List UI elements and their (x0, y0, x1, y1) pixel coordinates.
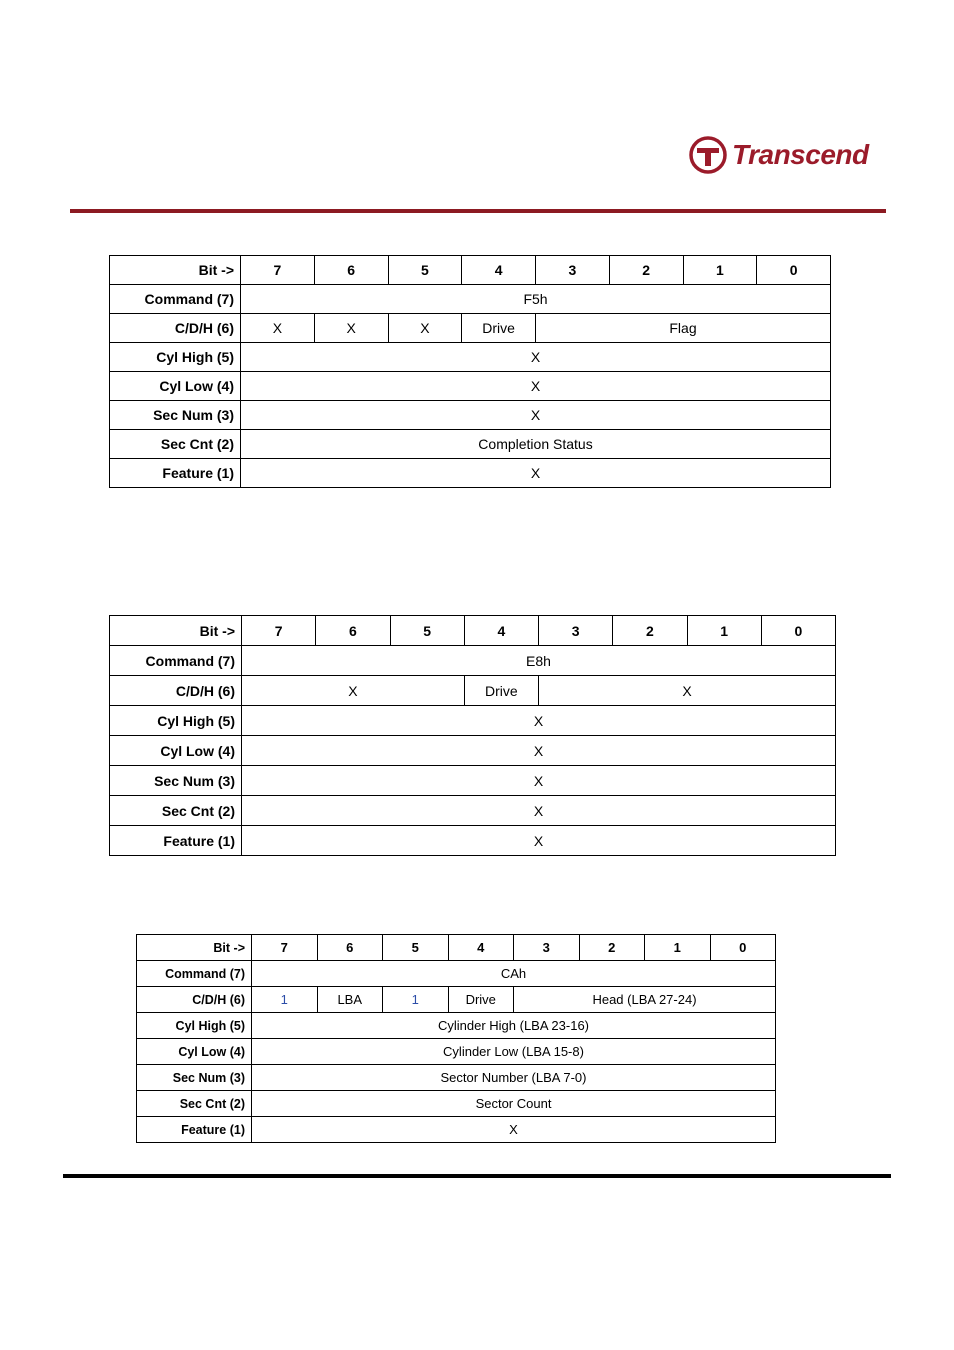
cdh-bits-3-0: Head (LBA 27-24) (514, 987, 776, 1013)
table-row (110, 372, 831, 401)
table-row (110, 285, 831, 314)
bit-0-header: 0 (757, 256, 831, 285)
command-label: Command (7) (110, 646, 242, 676)
table-row (110, 430, 831, 459)
bit-0-header: 0 (710, 935, 776, 961)
bit-header-label: Bit -> (137, 935, 252, 961)
cyl-high-label: Cyl High (5) (137, 1013, 252, 1039)
table-row (110, 766, 836, 796)
cdh-bits-7-5: X (242, 676, 465, 706)
table-row (110, 314, 831, 343)
table-row (110, 736, 836, 766)
sec-num-value: X (242, 766, 836, 796)
sec-cnt-label: Sec Cnt (2) (110, 430, 241, 459)
bit-7-header: 7 (242, 616, 316, 646)
bit-header-label: Bit -> (110, 256, 241, 285)
bit-1-header: 1 (645, 935, 711, 961)
cdh-bit-7: X (241, 314, 315, 343)
cdh-bit-5: 1 (383, 987, 449, 1013)
transcend-logo (688, 134, 869, 176)
table-row (137, 935, 776, 961)
sec-num-label: Sec Num (3) (137, 1065, 252, 1091)
sec-cnt-value: Sector Count (252, 1091, 776, 1117)
cdh-bit-4: Drive (464, 676, 538, 706)
table-row (110, 706, 836, 736)
sec-cnt-label: Sec Cnt (2) (137, 1091, 252, 1117)
feature-value: X (242, 826, 836, 856)
cyl-high-value: Cylinder High (LBA 23-16) (252, 1013, 776, 1039)
bit-header-label: Bit -> (110, 616, 242, 646)
table-row (137, 1039, 776, 1065)
bit-5-header: 5 (388, 256, 462, 285)
bit-0-header: 0 (761, 616, 835, 646)
cyl-low-label: Cyl Low (4) (137, 1039, 252, 1065)
table-row (110, 646, 836, 676)
bit-7-header: 7 (241, 256, 315, 285)
cyl-low-label: Cyl Low (4) (110, 736, 242, 766)
command-value: E8h (242, 646, 836, 676)
cyl-high-value: X (242, 706, 836, 736)
cdh-bit-6: LBA (317, 987, 383, 1013)
cdh-bit-6: X (314, 314, 388, 343)
sec-cnt-value: Completion Status (241, 430, 831, 459)
bit-1-header: 1 (683, 256, 757, 285)
cdh-label: C/D/H (6) (110, 314, 241, 343)
bit-2-header: 2 (613, 616, 687, 646)
table-row (137, 1065, 776, 1091)
bit-6-header: 6 (316, 616, 390, 646)
table-row (137, 961, 776, 987)
cyl-high-label: Cyl High (5) (110, 706, 242, 736)
table-row (110, 616, 836, 646)
cyl-low-value: X (242, 736, 836, 766)
brand-name: Transcend (732, 139, 869, 170)
cyl-low-value: X (241, 372, 831, 401)
command-label: Command (7) (137, 961, 252, 987)
feature-value: X (252, 1117, 776, 1143)
register-table-2 (109, 615, 836, 856)
bit-3-header: 3 (514, 935, 580, 961)
bit-3-header: 3 (539, 616, 613, 646)
table-row (110, 343, 831, 372)
bit-6-header: 6 (314, 256, 388, 285)
sec-num-value: X (241, 401, 831, 430)
sec-num-label: Sec Num (3) (110, 401, 241, 430)
table-row (110, 676, 836, 706)
cyl-high-value: X (241, 343, 831, 372)
cdh-bits-3-0: X (539, 676, 836, 706)
transcend-logo-mark-icon (688, 135, 728, 175)
table-row (137, 987, 776, 1013)
cdh-bit-7: 1 (252, 987, 318, 1013)
cdh-label: C/D/H (6) (137, 987, 252, 1013)
sec-num-value: Sector Number (LBA 7-0) (252, 1065, 776, 1091)
cdh-bits-3-0: Flag (536, 314, 831, 343)
bit-5-header: 5 (383, 935, 449, 961)
bit-7-header: 7 (252, 935, 318, 961)
cdh-bit-4: Drive (448, 987, 514, 1013)
feature-value: X (241, 459, 831, 488)
bit-2-header: 2 (579, 935, 645, 961)
cdh-bit-5: X (388, 314, 462, 343)
bit-2-header: 2 (609, 256, 683, 285)
feature-label: Feature (1) (137, 1117, 252, 1143)
feature-label: Feature (1) (110, 826, 242, 856)
register-table-1 (109, 255, 831, 488)
table-row (110, 256, 831, 285)
table-row (137, 1013, 776, 1039)
table-row (137, 1091, 776, 1117)
register-table-3 (136, 934, 776, 1143)
table-row (110, 796, 836, 826)
feature-label: Feature (1) (110, 459, 241, 488)
sec-cnt-value: X (242, 796, 836, 826)
footer-divider (63, 1174, 891, 1178)
command-value: F5h (241, 285, 831, 314)
table-row (110, 459, 831, 488)
bit-3-header: 3 (536, 256, 610, 285)
table-row (110, 826, 836, 856)
bit-5-header: 5 (390, 616, 464, 646)
cdh-label: C/D/H (6) (110, 676, 242, 706)
sec-num-label: Sec Num (3) (110, 766, 242, 796)
bit-4-header: 4 (464, 616, 538, 646)
table-row (137, 1117, 776, 1143)
command-value: CAh (252, 961, 776, 987)
table-row (110, 401, 831, 430)
sec-cnt-label: Sec Cnt (2) (110, 796, 242, 826)
cyl-low-value: Cylinder Low (LBA 15-8) (252, 1039, 776, 1065)
cyl-high-label: Cyl High (5) (110, 343, 241, 372)
cyl-low-label: Cyl Low (4) (110, 372, 241, 401)
cdh-bit-4: Drive (462, 314, 536, 343)
bit-6-header: 6 (317, 935, 383, 961)
bit-4-header: 4 (462, 256, 536, 285)
command-label: Command (7) (110, 285, 241, 314)
header-divider (70, 209, 886, 213)
bit-1-header: 1 (687, 616, 761, 646)
bit-4-header: 4 (448, 935, 514, 961)
